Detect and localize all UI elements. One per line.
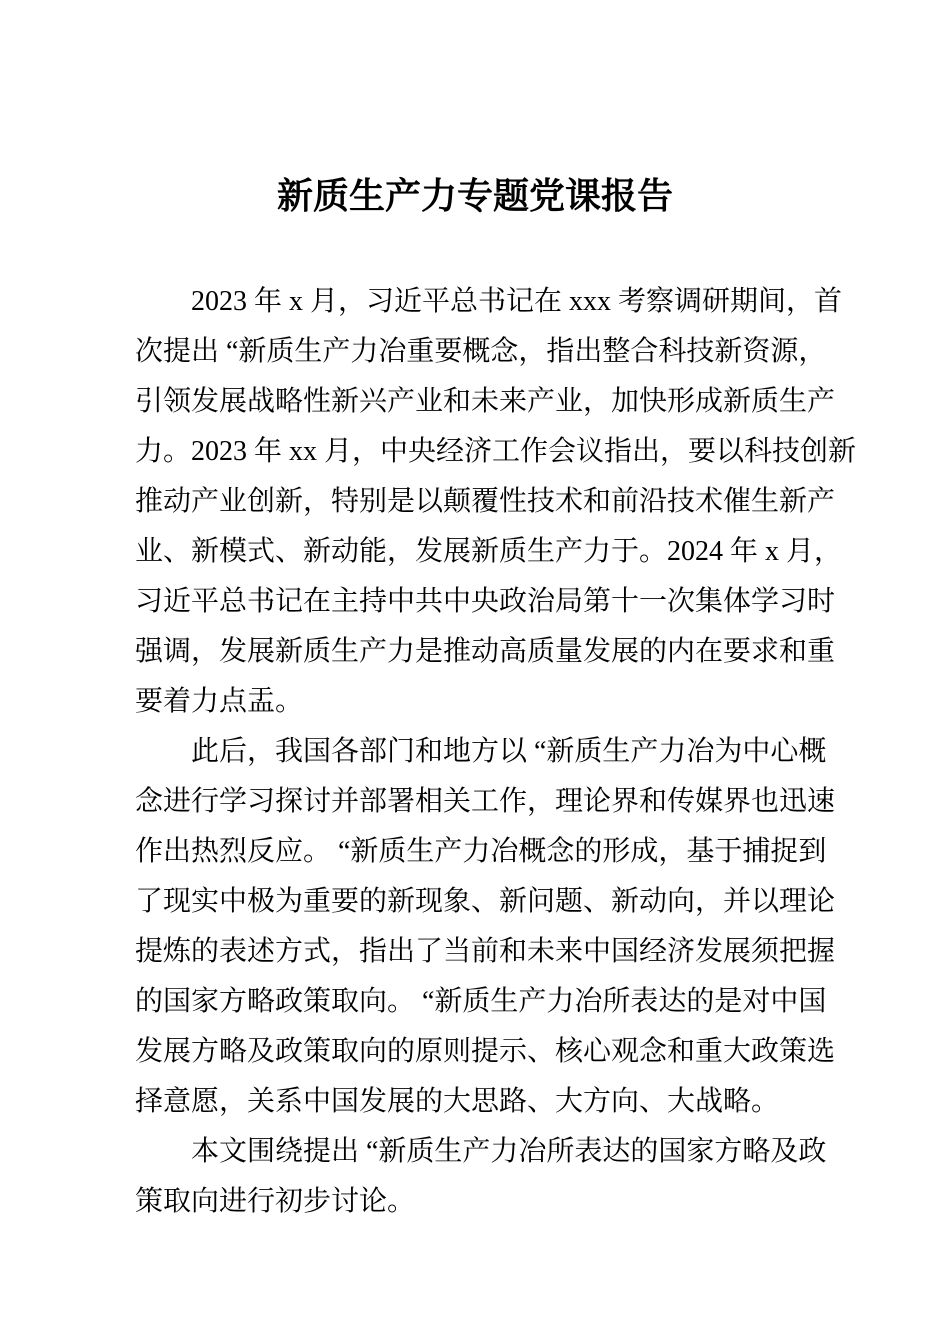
paragraph xyxy=(135,727,836,1127)
text-line: 要着力点盂。 xyxy=(135,686,304,717)
text-line: 强调，发展新质生产力是推动高质量发展的内在要求和重 xyxy=(135,636,836,667)
text-line: 作出热烈反应。 “新质生产力冶概念的形成，基于捕捉到 xyxy=(135,836,827,867)
text-line: 策取向进行初步讨论。 xyxy=(135,1186,416,1217)
text-line: 了现实中极为重要的新现象、新问题、新动向，并以理论 xyxy=(135,886,836,917)
text-line: 本文围绕提出 “新质生产力冶所表达的国家方略及政 xyxy=(191,1136,827,1167)
text-line: 业、新模式、新动能，发展新质生产力于。2024 年 x 月， xyxy=(135,536,843,567)
text-line: 2023 年 x 月，习近平总书记在 xxx 考察调研期间，首 xyxy=(191,286,843,317)
text-line: 此后，我国各部门和地方以 “新质生产力冶为中心概 xyxy=(191,736,827,767)
document-title: 新质生产力专题党课报告 xyxy=(276,175,673,216)
text-line: 的国家方略政策取向。 “新质生产力冶所表达的是对中国 xyxy=(135,986,827,1017)
text-line: 发展方略及政策取向的原则提示、核心观念和重大政策选 xyxy=(135,1036,836,1067)
text-line: 引领发展战略性新兴产业和未来产业，加快形成新质生产 xyxy=(135,386,836,417)
text-line: 推动产业创新，特别是以颠覆性技术和前沿技术催生新产 xyxy=(135,486,836,517)
text-line: 习近平总书记在主持中共中央政治局第十一次集体学习时 xyxy=(135,586,836,617)
text-line: 次提出 “新质生产力冶重要概念，指出整合科技新资源， xyxy=(135,336,827,367)
text-line: 择意愿，关系中国发展的大思路、大方向、大战略。 xyxy=(135,1086,780,1117)
text-line: 力。2023 年 xx 月，中央经济工作会议指出，要以科技创新 xyxy=(135,436,857,467)
text-line: 提炼的表述方式，指出了当前和未来中国经济发展须把握 xyxy=(135,936,836,967)
paragraph xyxy=(135,277,857,727)
document-body xyxy=(135,277,857,1227)
paragraph xyxy=(135,1127,827,1227)
text-line: 念进行学习探讨并部署相关工作，理论界和传媒界也迅速 xyxy=(135,786,836,817)
